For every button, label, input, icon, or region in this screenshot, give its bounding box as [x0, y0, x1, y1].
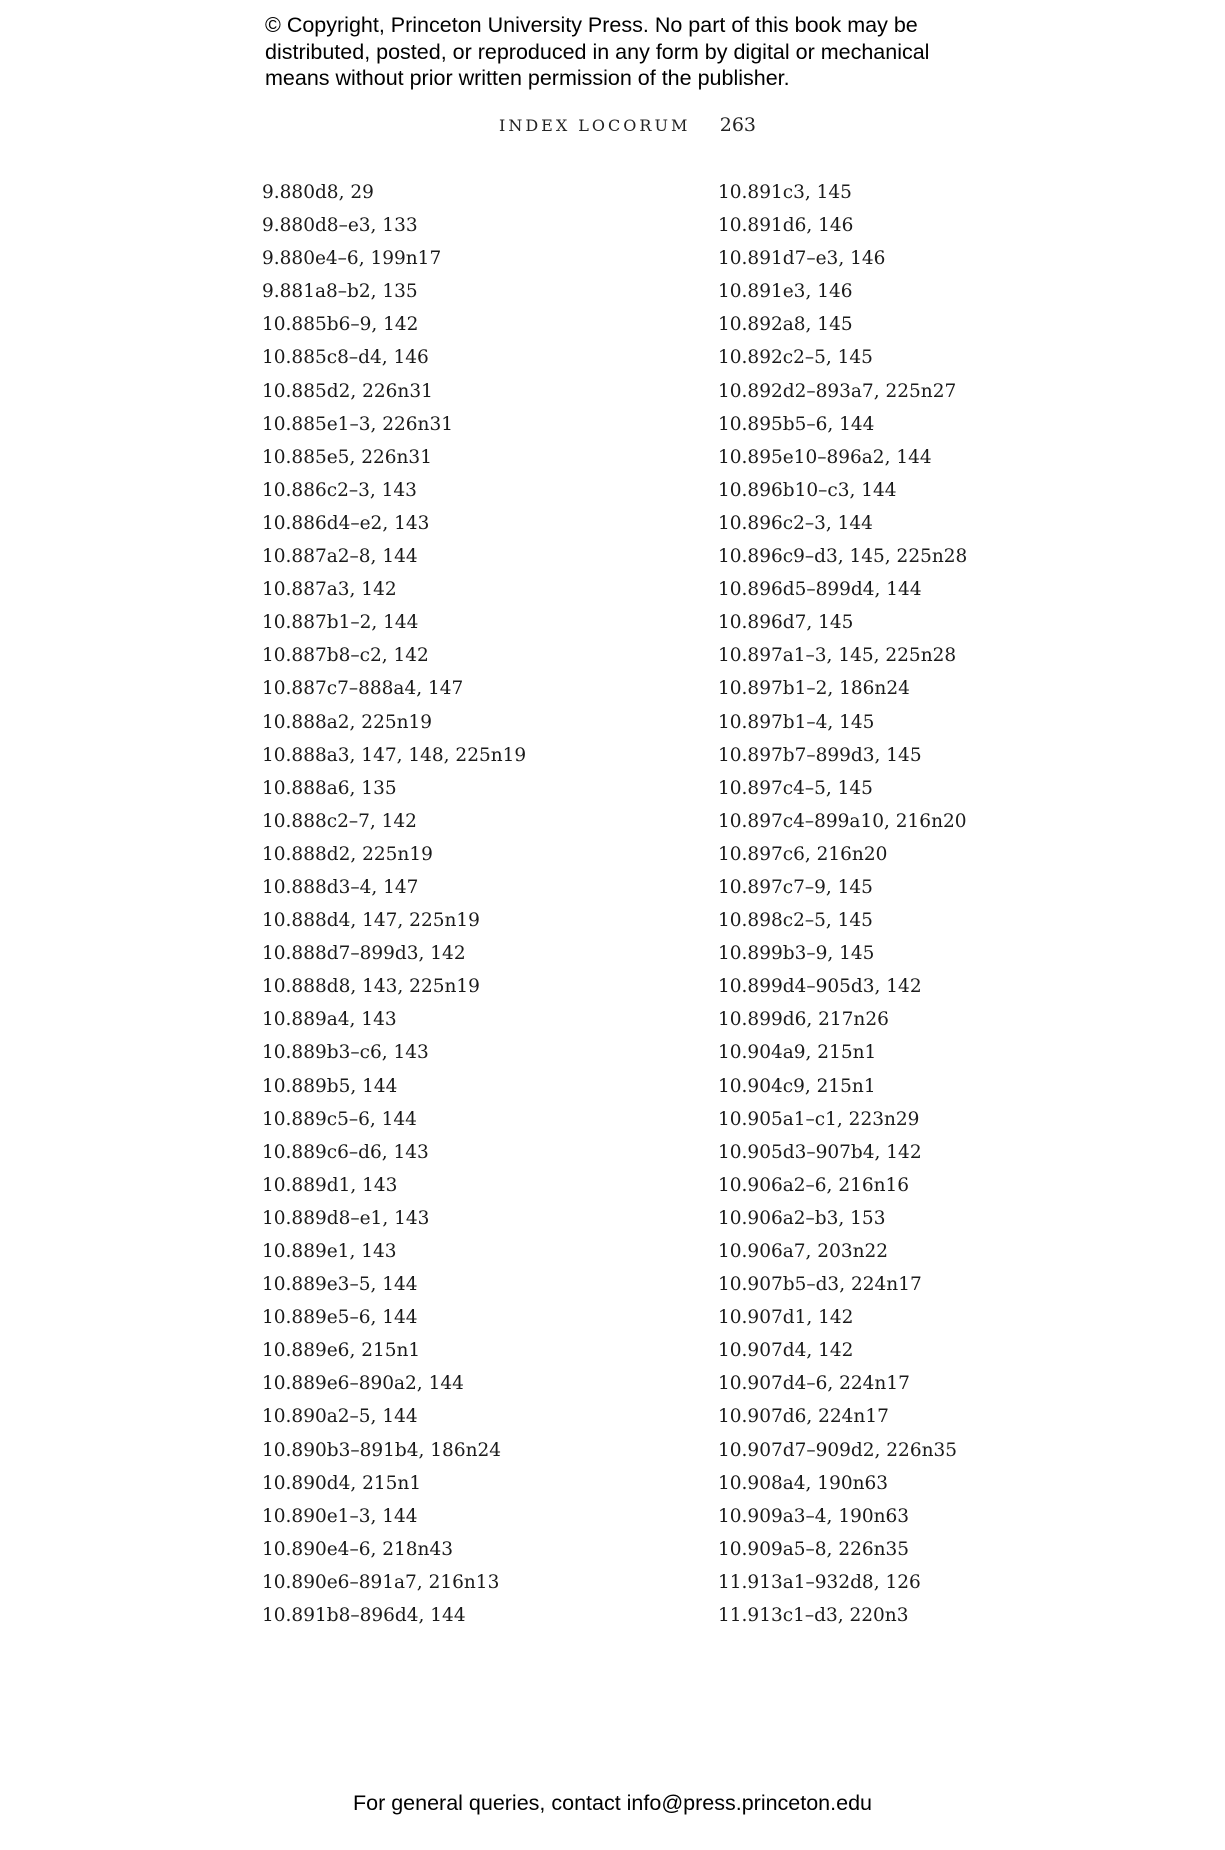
footer-contact: For general queries, contact info@press.princeton.edu — [352, 1791, 872, 1815]
index-entry: 10.889e6–890a2, 144 — [262, 1373, 464, 1395]
index-entry: 10.887b1–2, 144 — [262, 612, 419, 634]
index-entry: 10.904a9, 215n1 — [718, 1042, 877, 1064]
index-entry: 11.913c1–d3, 220n3 — [718, 1605, 909, 1627]
index-entry: 10.887a2–8, 144 — [262, 546, 418, 568]
index-entry: 10.892c2–5, 145 — [718, 347, 873, 369]
index-entry: 10.892a8, 145 — [718, 314, 853, 336]
index-entry: 10.899b3–9, 145 — [718, 943, 875, 965]
index-entry: 10.896b10–c3, 144 — [718, 479, 897, 501]
index-entry: 10.899d6, 217n26 — [718, 1009, 889, 1031]
index-entry: 10.897c4–899a10, 216n20 — [718, 810, 967, 832]
index-entry: 10.907d4–6, 224n17 — [718, 1373, 910, 1395]
index-entry: 10.905d3–907b4, 142 — [718, 1141, 922, 1163]
index-entry: 10.891c3, 145 — [718, 182, 852, 203]
index-entry: 10.887a3, 142 — [262, 579, 397, 601]
index-entry: 10.897b1–2, 186n24 — [718, 678, 910, 700]
index-entry: 10.888d4, 147, 225n19 — [262, 910, 480, 932]
index-entry: 10.887c7–888a4, 147 — [262, 678, 464, 700]
index-entry: 10.896d7, 145 — [718, 612, 854, 634]
index-entry: 10.909a3–4, 190n63 — [718, 1505, 910, 1527]
index-entry: 10.907d4, 142 — [718, 1340, 854, 1362]
index-entry: 10.891b8–896d4, 144 — [262, 1605, 466, 1627]
index-entry: 10.907d6, 224n17 — [718, 1406, 889, 1428]
copyright-notice: © Copyright, Princeton University Press. No part of this book may be distributed, posted, or reproduced in any form by digital or mechanical means without prior written permission of the publisher. — [265, 13, 930, 90]
index-entry: 10.897a1–3, 145, 225n28 — [718, 645, 957, 667]
index-entry: 10.890d4, 215n1 — [262, 1472, 422, 1494]
index-entry: 9.880e4–6, 199n17 — [262, 248, 442, 270]
page-number: 263 — [719, 114, 756, 136]
index-entry: 10.906a7, 203n22 — [718, 1241, 889, 1262]
index-entry: 10.888d2, 225n19 — [262, 843, 433, 865]
index-entry: 10.888d3–4, 147 — [262, 876, 419, 898]
index-entry: 10.888a6, 135 — [262, 777, 397, 799]
index-entry: 10.889e5–6, 144 — [262, 1307, 418, 1329]
index-entry: 10.885b6–9, 142 — [262, 314, 419, 336]
index-entry: 10.897b7–899d3, 145 — [718, 744, 922, 766]
index-entry: 10.888d8, 143, 225n19 — [262, 976, 480, 998]
index-entry: 10.889b3–c6, 143 — [262, 1042, 429, 1064]
index-entry: 10.906a2–b3, 153 — [718, 1207, 886, 1229]
index-entry: 9.880d8, 29 — [262, 182, 374, 203]
index-entry: 10.896c9–d3, 145, 225n28 — [718, 546, 968, 568]
index-column-left — [262, 176, 682, 1632]
index-entry: 10.889e1, 143 — [262, 1241, 397, 1262]
index-entry: 10.889a4, 143 — [262, 1009, 397, 1031]
index-entry: 10.888a2, 225n19 — [262, 711, 433, 733]
index-entry: 10.888a3, 147, 148, 225n19 — [262, 744, 527, 766]
index-entry: 10.891e3, 146 — [718, 281, 853, 303]
index-entry: 10.885c8–d4, 146 — [262, 347, 429, 369]
index-entry: 10.891d6, 146 — [718, 215, 854, 237]
index-entry: 10.896c2–3, 144 — [718, 512, 873, 534]
index-entry: 10.890e4–6, 218n43 — [262, 1538, 453, 1560]
index-entry: 10.889c6–d6, 143 — [262, 1141, 429, 1163]
index-entry: 10.889d1, 143 — [262, 1174, 398, 1196]
index-entry: 10.907b5–d3, 224n17 — [718, 1274, 922, 1296]
index-entry: 10.890e1–3, 144 — [262, 1505, 418, 1527]
running-head-title: INDEX LOCORUM — [499, 116, 691, 135]
index-entry: 10.897c7–9, 145 — [718, 876, 873, 898]
index-entry: 10.905a1–c1, 223n29 — [718, 1108, 920, 1130]
index-entry: 10.906a2–6, 216n16 — [718, 1174, 910, 1196]
index-entry: 10.897b1–4, 145 — [718, 711, 875, 733]
index-entry: 10.889b5, 144 — [262, 1075, 398, 1097]
index-entry: 10.898c2–5, 145 — [718, 910, 873, 932]
index-entry: 10.885d2, 226n31 — [262, 380, 433, 402]
index-entry: 10.899d4–905d3, 142 — [718, 976, 922, 998]
index-entry: 10.885e5, 226n31 — [262, 446, 432, 468]
index-entry: 10.895e10–896a2, 144 — [718, 446, 932, 468]
index-entry: 10.887b8–c2, 142 — [262, 645, 429, 667]
index-column-right — [718, 176, 1138, 1632]
index-entry: 10.890a2–5, 144 — [262, 1406, 418, 1428]
index-entry: 10.909a5–8, 226n35 — [718, 1538, 910, 1560]
index-entry: 10.888c2–7, 142 — [262, 810, 417, 832]
index-entry: 10.904c9, 215n1 — [718, 1075, 876, 1097]
index-entry: 10.908a4, 190n63 — [718, 1472, 889, 1494]
index-entry: 10.890e6–891a7, 216n13 — [262, 1571, 500, 1593]
running-head — [0, 113, 1225, 138]
index-entry: 9.880d8–e3, 133 — [262, 215, 418, 237]
index-entry: 10.895b5–6, 144 — [718, 413, 875, 435]
index-entry: 10.886c2–3, 143 — [262, 479, 417, 501]
index-entry: 10.889c5–6, 144 — [262, 1108, 417, 1130]
index-entry: 10.889e6, 215n1 — [262, 1340, 421, 1362]
index-entry: 10.890b3–891b4, 186n24 — [262, 1439, 502, 1461]
index-entry: 9.881a8–b2, 135 — [262, 281, 418, 303]
index-entry: 10.897c4–5, 145 — [718, 777, 873, 799]
index-entry: 10.897c6, 216n20 — [718, 843, 888, 865]
index-entry: 10.886d4–e2, 143 — [262, 512, 430, 534]
index-entry: 10.892d2–893a7, 225n27 — [718, 380, 957, 402]
index-entry: 10.907d7–909d2, 226n35 — [718, 1439, 958, 1461]
index-entry: 10.907d1, 142 — [718, 1307, 854, 1329]
index-entry: 10.896d5–899d4, 144 — [718, 579, 922, 601]
index-entry: 11.913a1–932d8, 126 — [718, 1571, 921, 1593]
index-entry: 10.888d7–899d3, 142 — [262, 943, 466, 965]
index-entry: 10.889d8–e1, 143 — [262, 1207, 430, 1229]
index-entry: 10.889e3–5, 144 — [262, 1274, 418, 1296]
index-entry: 10.885e1–3, 226n31 — [262, 413, 453, 435]
index-entry: 10.891d7–e3, 146 — [718, 248, 886, 270]
